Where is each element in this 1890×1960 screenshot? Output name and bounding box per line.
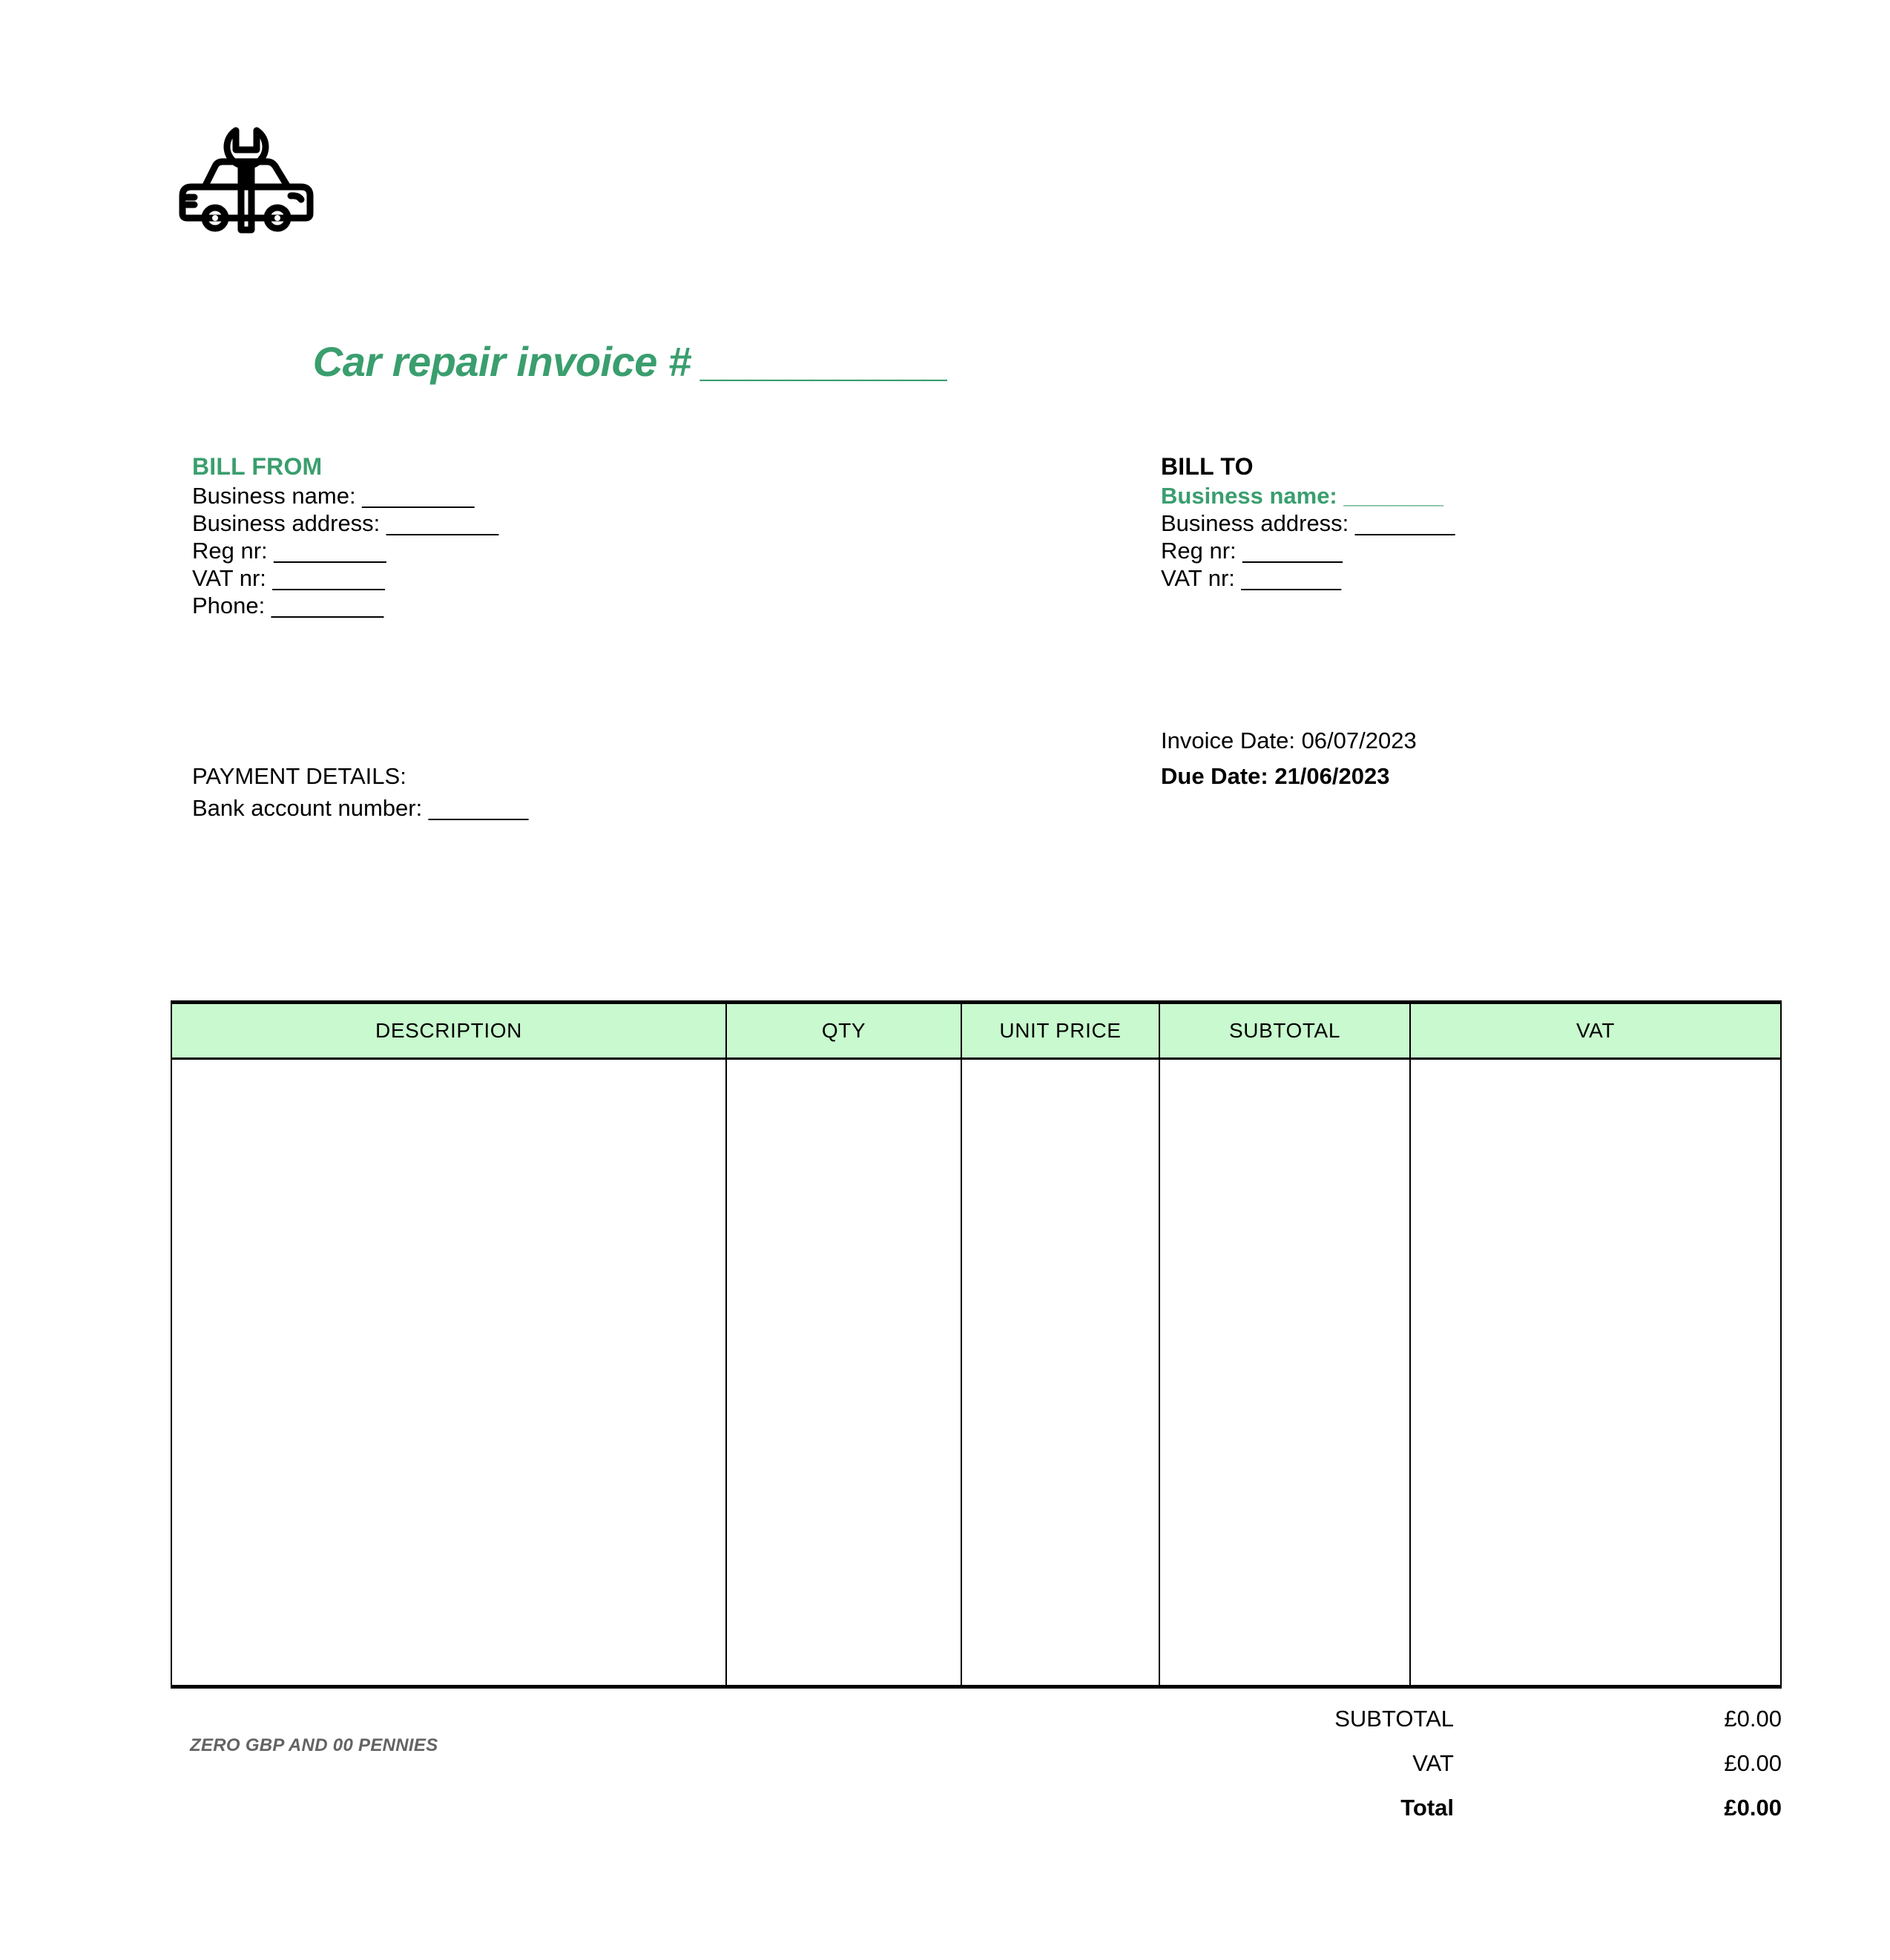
field-blank: ________ [1242, 538, 1343, 564]
field-label: Business address: [1161, 510, 1349, 536]
invoice-number-blank: ___________ [702, 338, 949, 385]
bill-to-business-address[interactable] [1161, 509, 1455, 537]
field-blank: ________ [1354, 510, 1455, 536]
totals-block [1157, 1697, 1782, 1830]
dates-block [1161, 723, 1417, 794]
invoice-date-label: Invoice Date: [1161, 727, 1295, 753]
field-label: Reg nr: [192, 538, 268, 564]
bill-to-reg-nr[interactable] [1161, 537, 1455, 564]
bill-from-business-address[interactable] [192, 509, 498, 537]
field-blank: _________ [386, 510, 498, 536]
totals-label-subtotal: SUBTOTAL [1334, 1706, 1454, 1732]
column-header-description: DESCRIPTION [171, 1003, 726, 1059]
cell-description[interactable] [171, 1059, 726, 1687]
field-label: Phone: [192, 593, 266, 618]
field-blank: _________ [271, 593, 383, 618]
invoice-date-value: 06/07/2023 [1301, 727, 1417, 753]
column-header-vat: VAT [1410, 1003, 1781, 1059]
field-blank: _________ [274, 538, 386, 564]
due-date-value: 21/06/2023 [1274, 763, 1390, 789]
due-date-label: Due Date: [1161, 763, 1268, 789]
totals-row-subtotal [1157, 1697, 1782, 1741]
bill-from-business-name[interactable] [192, 482, 498, 509]
car-with-wrench-icon [172, 119, 320, 237]
bill-from-vat-nr[interactable] [192, 564, 498, 592]
bill-from-heading: BILL FROM [192, 453, 323, 480]
payment-details-block [192, 760, 528, 824]
line-items-table [171, 1000, 1782, 1689]
payment-details-heading: PAYMENT DETAILS: [192, 763, 406, 789]
page-title [0, 337, 1261, 386]
table-row[interactable] [171, 1059, 1781, 1687]
field-blank: _________ [272, 565, 385, 591]
field-blank: _________ [362, 483, 474, 509]
field-label: Business name: [1161, 483, 1337, 509]
bill-from-block [192, 451, 498, 619]
totals-value-total: £0.00 [1724, 1795, 1782, 1821]
bill-to-business-name[interactable] [1161, 482, 1455, 509]
field-label: Business address: [192, 510, 381, 536]
totals-label-vat: VAT [1412, 1750, 1454, 1776]
totals-row-total [1157, 1786, 1782, 1830]
amount-in-words: ZERO GBP AND 00 PENNIES [190, 1735, 438, 1755]
field-label: Reg nr: [1161, 538, 1237, 564]
field-blank: ________ [1241, 565, 1341, 591]
field-label: VAT nr: [1161, 565, 1235, 591]
due-date-row [1161, 759, 1417, 794]
totals-value-subtotal: £0.00 [1724, 1706, 1782, 1732]
cell-unit-price[interactable] [961, 1059, 1159, 1687]
bill-from-phone[interactable] [192, 592, 498, 619]
column-header-subtotal: SUBTOTAL [1159, 1003, 1410, 1059]
bank-account-number-field[interactable] [192, 792, 528, 824]
bill-from-reg-nr[interactable] [192, 537, 498, 564]
page-title-text: Car repair invoice # [312, 338, 691, 385]
field-label: Business name: [192, 483, 356, 509]
field-label: VAT nr: [192, 565, 266, 591]
column-header-unit-price: UNIT PRICE [961, 1003, 1159, 1059]
cell-subtotal[interactable] [1159, 1059, 1410, 1687]
bill-to-block [1161, 451, 1455, 592]
column-header-qty: QTY [726, 1003, 961, 1059]
field-blank: ________ [1343, 483, 1443, 509]
bill-to-vat-nr[interactable] [1161, 564, 1455, 592]
totals-row-vat [1157, 1741, 1782, 1786]
field-label: Bank account number: [192, 795, 423, 821]
field-blank: ________ [428, 795, 528, 821]
invoice-date-row [1161, 723, 1417, 759]
bill-to-heading: BILL TO [1161, 453, 1254, 480]
table-header-row [171, 1003, 1781, 1059]
totals-label-total: Total [1400, 1795, 1454, 1821]
cell-qty[interactable] [726, 1059, 961, 1687]
cell-vat[interactable] [1410, 1059, 1781, 1687]
totals-value-vat: £0.00 [1724, 1750, 1782, 1776]
